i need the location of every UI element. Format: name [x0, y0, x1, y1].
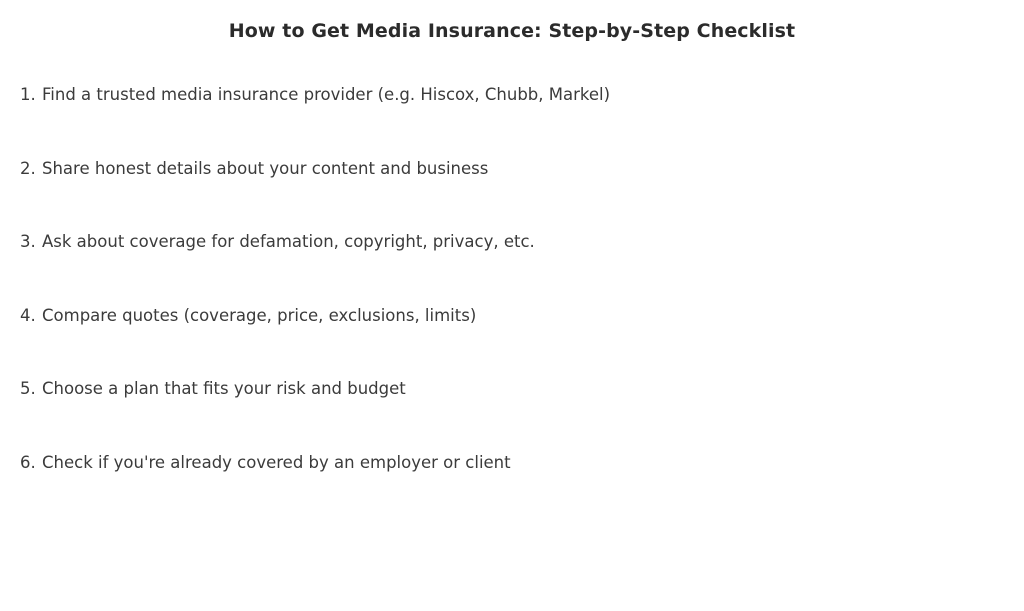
- checklist-step-6: [20, 452, 1000, 473]
- step-text: Check if you're already covered by an employer or client: [42, 452, 511, 472]
- checklist-step-2: [20, 158, 1000, 179]
- step-number: 3.: [20, 232, 36, 251]
- checklist-step-1: [20, 84, 1000, 105]
- list-item: [20, 378, 1000, 452]
- step-number: 1.: [20, 85, 36, 104]
- step-number: 6.: [20, 452, 36, 472]
- step-text: Choose a plan that fits your risk and budget: [42, 379, 406, 398]
- step-number: 4.: [20, 305, 36, 325]
- step-text: Find a trusted media insurance provider (e.g. Hiscox, Chubb, Markel): [42, 85, 611, 104]
- list-item: [20, 452, 1000, 526]
- checklist-step-3: [20, 231, 1000, 252]
- list-item: [20, 231, 1000, 305]
- checklist: [20, 84, 1000, 525]
- step-number: 5.: [20, 379, 36, 398]
- checklist-step-4: [20, 305, 1000, 326]
- step-text: Ask about coverage for defamation, copyright, privacy, etc.: [42, 232, 535, 251]
- step-text: Share honest details about your content and business: [42, 158, 489, 178]
- list-item: [20, 305, 1000, 379]
- step-text: Compare quotes (coverage, price, exclusions, limits): [42, 305, 477, 325]
- page-title: How to Get Media Insurance: Step-by-Step Checklist: [228, 19, 796, 42]
- checklist-step-5: [20, 378, 1000, 399]
- list-item: [20, 84, 1000, 158]
- list-item: [20, 158, 1000, 232]
- step-number: 2.: [20, 158, 36, 178]
